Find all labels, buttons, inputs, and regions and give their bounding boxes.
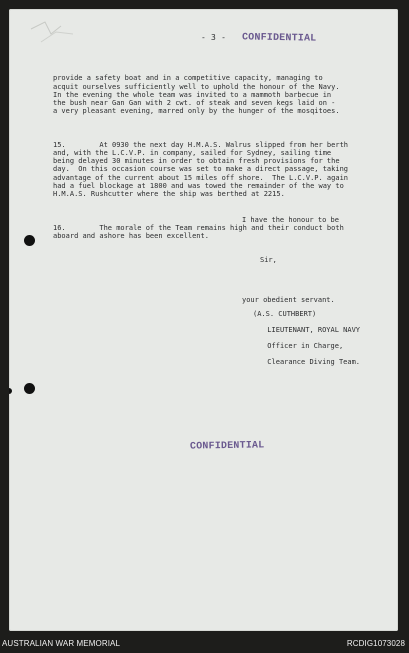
corner-mark-icon	[23, 17, 81, 47]
signatory-role-line-2: Clearance Diving Team.	[267, 358, 361, 366]
paragraph-16: 16. The morale of the Team remains high and their conduct both aboard and ashore has been excellent.	[53, 223, 344, 240]
closing-line-servant: your obedient servant.	[242, 296, 335, 304]
closing-line-sir: Sir,	[260, 256, 277, 264]
archive-name: AUSTRALIAN WAR MEMORIAL	[2, 639, 121, 648]
page-number: - 3 -	[201, 33, 227, 42]
paragraph-15: 15. At 0930 the next day H.M.A.S. Walrus slipped from her berth and, with the L.C.V.P. in company, sailed for Sydney, sailing time being delayed 30 minutes in order to obtain fresh provisions for the day. On this occasion course was set to make a direct passage, taking advantage of the current about 15 miles off shore. The L.C.V.P. again had a fuel blockage at 1800 and was towed the remainder of the way to H.M.A.S. Rushcutter where the ship was berthed at 2215.	[53, 140, 349, 199]
confidential-stamp-top: CONFIDENTIAL	[241, 32, 317, 45]
punch-hole	[24, 235, 35, 246]
signature-block	[242, 294, 392, 374]
confidential-stamp-bottom: CONFIDENTIAL	[189, 440, 265, 453]
signatory-name: (A.S. CUTHBERT)	[253, 310, 317, 318]
signatory-role-line-1: Officer in Charge,	[267, 342, 344, 350]
edge-mark	[9, 388, 12, 394]
signatory-rank: LIEUTENANT, ROYAL NAVY	[267, 326, 361, 334]
punch-hole	[24, 383, 35, 394]
paragraph-continued: provide a safety boat and in a competitive capacity, managing to acquit ourselves sufficiently well to uphold the honour of the Navy. In the evening the whole team was invited to a mammoth barbecue in the bush near Gan Gan with 2 cwt. of steak and seven kegs laid on - a very pleasant evening, marred only by the hunger of the mosqitoes.	[53, 74, 340, 116]
corner-mark	[23, 17, 81, 47]
archive-footer	[0, 635, 409, 653]
record-id: RCDIG1073028	[346, 639, 405, 648]
closing-line-honour: I have the honour to be	[242, 216, 339, 224]
document-page	[9, 9, 398, 631]
